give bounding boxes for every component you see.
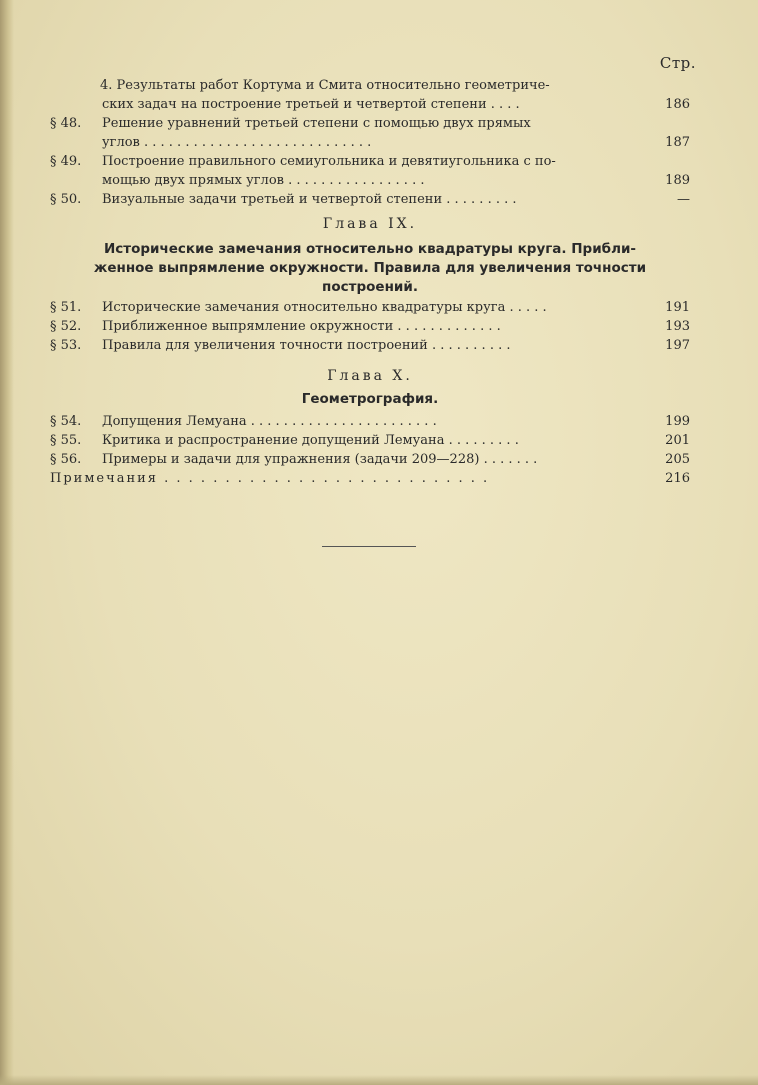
toc-entry-text: Примечания . . . . . . . . . . . . . . . . . . . . . . . . . . . — [50, 471, 490, 486]
chapter-9-title — [50, 240, 690, 297]
toc-entry — [50, 76, 690, 114]
page-binding-shadow — [0, 0, 14, 1085]
toc-entry-page: 189 — [665, 173, 690, 188]
toc-entry-text: Исторические замечания относительно квадратуры круга . . . . . — [102, 300, 547, 315]
end-rule-divider — [322, 546, 416, 547]
toc-entry-page: 186 — [665, 97, 690, 112]
chapter-9-title-line: построений. — [322, 279, 418, 295]
toc-entry-text: Правила для увеличения точности построений . . . . . . . . . . — [102, 338, 511, 353]
toc-entry-number: § 50. — [50, 192, 82, 207]
toc-entry-page: 193 — [665, 319, 690, 334]
toc-entry-text-cont: ских задач на построение третьей и четвертой степени . . . . — [102, 97, 520, 112]
toc-entry-text-cont: углов . . . . . . . . . . . . . . . . . . . . . . . . . . . . — [102, 135, 372, 150]
toc-entry-number: § 49. — [50, 154, 82, 169]
toc-entry-page: 191 — [665, 300, 690, 315]
toc-entry — [50, 412, 690, 431]
toc-entry-page: 187 — [665, 135, 690, 150]
toc-entry-number: § 48. — [50, 116, 82, 131]
toc-entry-page: 197 — [665, 338, 690, 353]
toc-section-chapter-10 — [50, 412, 690, 488]
toc-entry-number: 4. — [100, 78, 113, 93]
toc-entry-text: Приближенное выпрямление окружности . . . . . . . . . . . . . — [102, 319, 501, 334]
page-bottom-shadow — [0, 1075, 758, 1085]
toc-entry — [50, 450, 690, 469]
chapter-9-title-line: женное выпрямление окружности. Правила для увеличения точности — [93, 260, 647, 276]
chapter-9-title-line: Исторические замечания относительно квадратуры круга. Прибли- — [103, 241, 637, 257]
toc-entry-notes — [50, 469, 690, 488]
toc-entry — [50, 152, 690, 190]
toc-entry — [50, 298, 690, 317]
toc-entry-text: Допущения Лемуана . . . . . . . . . . . . . . . . . . . . . . . — [102, 414, 437, 429]
toc-entry — [50, 114, 690, 152]
toc-section-top — [50, 76, 690, 209]
chapter-10-title: Геометрография. — [301, 391, 439, 407]
toc-entry-text: Критика и распространение допущений Лемуана . . . . . . . . . — [102, 433, 519, 448]
toc-entry-page: 201 — [665, 433, 690, 448]
toc-entry-text: Визуальные задачи третьей и четвертой степени . . . . . . . . . — [102, 192, 517, 207]
toc-entry — [50, 317, 690, 336]
toc-entry-text-cont: мощью двух прямых углов . . . . . . . . . . . . . . . . . — [102, 173, 425, 188]
toc-entry — [50, 190, 690, 209]
toc-entry-number: § 51. — [50, 300, 82, 315]
page-column-label: Стр. — [659, 54, 696, 72]
toc-entry-page: 205 — [665, 452, 690, 467]
chapter-9-heading: Глава IX. — [322, 216, 418, 232]
toc-entry — [50, 336, 690, 355]
toc-entry-text: Результаты работ Кортума и Смита относительно геометриче- — [116, 78, 550, 93]
toc-entry-page: 216 — [665, 471, 690, 486]
toc-entry-number: § 56. — [50, 452, 82, 467]
toc-entry-number: § 53. — [50, 338, 82, 353]
toc-entry-number: § 52. — [50, 319, 82, 334]
toc-entry-page: 199 — [665, 414, 690, 429]
toc-section-chapter-9 — [50, 298, 690, 355]
toc-entry-text: Примеры и задачи для упражнения (задачи 209—228) . . . . . . . — [102, 452, 538, 467]
toc-entry-number: § 54. — [50, 414, 82, 429]
toc-entry-page: — — [677, 192, 690, 207]
toc-entry-text: Построение правильного семиугольника и девятиугольника с по- — [102, 154, 556, 169]
toc-entry — [50, 431, 690, 450]
chapter-10-heading: Глава X. — [327, 368, 413, 384]
toc-entry-number: § 55. — [50, 433, 82, 448]
toc-entry-text: Решение уравнений третьей степени с помощью двух прямых — [102, 116, 531, 131]
